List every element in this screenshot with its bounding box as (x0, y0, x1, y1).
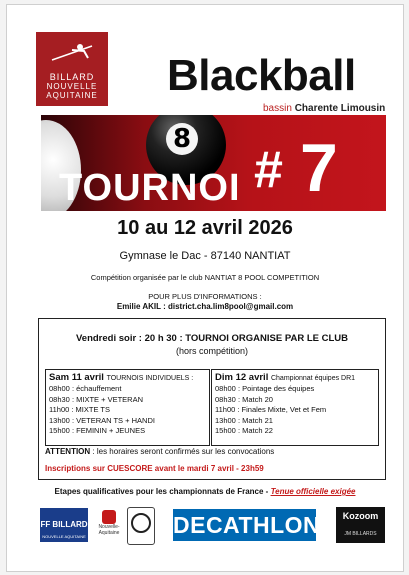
sunday-schedule (211, 369, 379, 446)
schedule-row: 08h30 : MIXTE + VETERAN (49, 394, 143, 404)
tournoi-heading: TOURNOI (59, 167, 241, 209)
attention-text: : les horaires seront confirmés sur les convocations (90, 447, 275, 456)
ffbillard-sub: NOUVELLE AQUITAINE (42, 534, 86, 539)
schedule-box (38, 318, 386, 480)
sunday-title: Dim 12 avril (215, 372, 269, 383)
saturday-heading (46, 370, 209, 384)
logo-line2: NOUVELLE (46, 82, 98, 91)
info-heading: POUR PLUS D'INFORMATIONS : (148, 292, 262, 301)
schedule-row: 11h00 : Finales Mixte, Vet et Fem (215, 405, 327, 414)
saturday-title: Sam 11 avril (49, 372, 104, 383)
cue-player-icon (50, 42, 94, 62)
attention-label: ATTENTION (45, 447, 91, 456)
jm-billards-text: JM BILLARDS (344, 531, 377, 537)
venue: Gymnase le Dac - 87140 NANTIAT (119, 250, 291, 262)
billard-nouvelle-aquitaine-logo (36, 32, 108, 106)
subtitle-prefix: bassin (263, 103, 292, 114)
region-text: Nouvelle-Aquitaine (98, 524, 120, 536)
region-logo (95, 508, 123, 542)
schedule-row: 08h00 : Pointage des équipes (215, 384, 315, 393)
qualifier-note (7, 487, 403, 496)
schedule-row: 08h30 : Match 20 (215, 394, 273, 404)
friday-note: (hors compétition) (175, 346, 249, 356)
decathlon-logo: DECATHLON (173, 509, 316, 541)
attention-note (45, 447, 274, 456)
haute-vienne-logo (127, 507, 155, 545)
tournament-number: 7 (300, 130, 338, 206)
schedule-row: 15h00 : Match 22 (215, 426, 273, 435)
kozoom-text: Kozoom (342, 511, 379, 521)
logo-line1: BILLARD (49, 72, 95, 82)
dress-code: Tenue officielle exigée (270, 487, 356, 496)
event-dates: 10 au 12 avril 2026 (117, 217, 293, 239)
page-title: Blackball (167, 51, 356, 100)
ffbillard-text: FF BILLARD (40, 520, 88, 529)
organiser: Compétition organisée par le club NANTIAT 8 POOL COMPETITION (90, 273, 320, 282)
subtitle (263, 103, 385, 114)
subtitle-bold: Charente Limousin (294, 103, 386, 114)
saturday-schedule (45, 369, 210, 446)
schedule-row: 13h00 : VETERAN TS + HANDI (49, 415, 155, 425)
kozoom-logo (336, 507, 385, 543)
qualifier-text: Etapes qualificatives pour les championnats de France - (54, 487, 271, 496)
saturday-note: TOURNOIS INDIVIDUELS : (106, 375, 194, 382)
region-icon (102, 510, 116, 524)
schedule-row: 13h00 : Match 21 (215, 415, 273, 425)
schedule-row: 15h00 : FEMININ + JEUNES (49, 426, 146, 435)
friday-event: Vendredi soir : 20 h 30 : TOURNOI ORGANISE PAR LE CLUB (75, 333, 349, 344)
schedule-row: 11h00 : MIXTE TS (49, 405, 110, 414)
schedule-row: 08h00 : échauffement (49, 384, 122, 393)
contact-email[interactable]: Emilie AKIL : district.cha.lim8pool@gmail.com (116, 302, 294, 311)
poster (6, 4, 404, 572)
emblem-icon (131, 513, 151, 533)
logo-line3: AQUITAINE (46, 91, 98, 100)
sunday-note: Championnat équipes DR1 (270, 375, 356, 382)
hash-symbol: # (254, 141, 283, 199)
ball-number: 8 (166, 123, 198, 155)
sunday-heading (212, 370, 378, 384)
registration-note: Inscriptions sur CUESCORE avant le mardi 7 avril - 23h59 (45, 464, 264, 473)
ffbillard-logo (40, 508, 88, 542)
